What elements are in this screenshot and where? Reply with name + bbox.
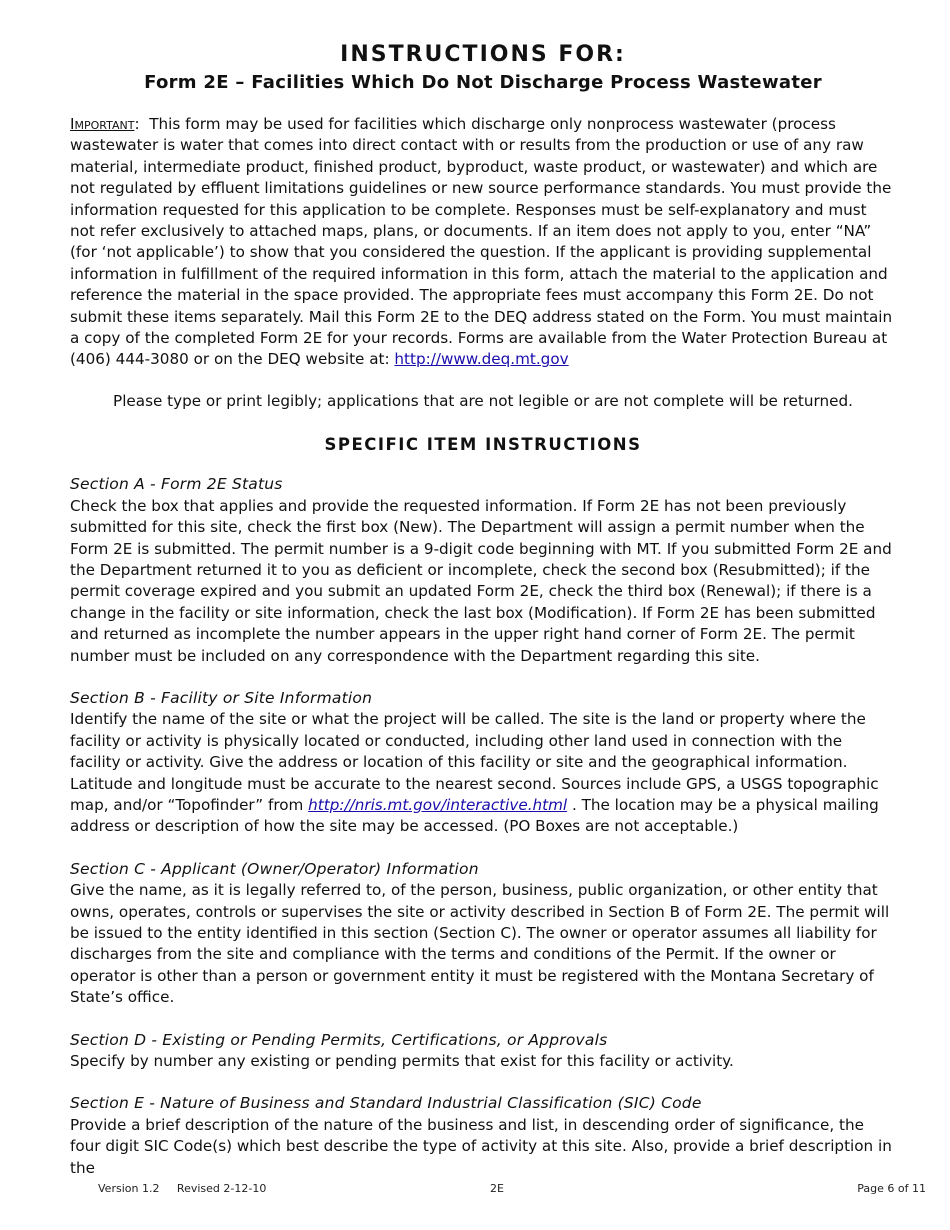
document-page (70, 40, 896, 1200)
section-c (70, 859, 896, 1009)
footer-page-number: Page 6 of 11 (857, 1182, 926, 1195)
section-a (70, 474, 896, 667)
section-e-body: Provide a brief description of the nature of the business and list, in descending order of significance, the four digit SIC Code(s) which best describe the type of activity at this site. Also, provide a brief description in the (70, 1115, 892, 1177)
section-b (70, 688, 896, 838)
section-e-title: Section E - Nature of Business and Standard Industrial Classification (SIC) Code (70, 1094, 702, 1113)
section-d-body: Specify by number any existing or pending permits that exist for this facility or activity. (70, 1052, 734, 1071)
specific-instructions-heading: SPECIFIC ITEM INSTRUCTIONS (324, 435, 642, 455)
section-e (70, 1093, 896, 1179)
important-label: Important (70, 115, 135, 133)
topofinder-link[interactable]: http://nris.mt.gov/interactive.html (308, 795, 568, 814)
section-a-body: Check the box that applies and provide the requested information. If Form 2E has not been previously submitted for this site, check the first box (New). The Department will assign a permit number when the Form 2E is submitted. The permit number is a 9-digit code beginning with MT. If you submitted Form 2E and the Department returned it to you as deficient or incomplete, check the second box (Resubmitted); if the permit coverage expired and you submit an updated Form 2E, check the third box (Renewal); if there is a change in the facility or site information, check the last box (Modification). If Form 2E has been submitted and returned as incomplete the number appears in the upper right hand corner of Form 2E. The permit number must be included on any correspondence with the Department regarding this site. (70, 496, 892, 665)
section-b-body (70, 709, 896, 837)
page-subtitle: Form 2E – Facilities Which Do Not Discharge Process Wastewater (144, 72, 822, 93)
legibility-note: Please type or print legibly; applications that are not legible or are not complete will be returned. (113, 391, 853, 410)
page-title: INSTRUCTIONS FOR: (340, 42, 626, 67)
deq-website-link[interactable]: http://www.deq.mt.gov (394, 350, 569, 369)
intro-paragraph: Important: This form may be used for facilities which discharge only nonprocess wastewater (process wastewater is water that comes into direct contact with or results from the production or use of any raw material, intermediate product, finished product, byproduct, waste product, or wastewater) and which are not regulated by effluent limitations guidelines or new source performance standards. You must provide the information requested for this application to be complete. Responses must be self-explanatory and must not refer exclusively to attached maps, plans, or documents. If an item does not apply to you, enter “NA” (for ‘not applicable’) to show that you considered the question. If the applicant is providing supplemental information in fulfillment of the required information in this form, attach the material to the application and reference the material in the space provided. The appropriate fees must accompany this Form 2E. Do not submit these items separately. Mail this Form 2E to the DEQ address stated on the Form. You must maintain a copy of the completed Form 2E for your records. Forms are available from the Water Protection Bureau at (406) 444-3080 or on the DEQ website at: http://www.deq.mt.gov (70, 115, 893, 369)
section-b-text-before: Identify the name of the site or what the project will be called. The site is the land or property where the facility or activity is physically located or conducted, including other land used in connection with the facility or activity. Give the address or location of this facility or site and the geographical information. Latitude and longitude must be accurate to the nearest second. Sources include GPS, a USGS topographic map, and/or “Topofinder” from (70, 710, 879, 814)
section-c-body: Give the name, as it is legally referred to, of the person, business, public organization, or other entity that owns, operates, controls or supervises the site or activity described in Section B of Form 2E. The permit will be issued to the entity identified in this section (Section C). The owner or operator assumes all liability for discharges from the site and compliance with the terms and conditions of the Permit. If the owner or operator is other than a person or government entity it must be registered with the Montana Secretary of State’s office. (70, 881, 890, 1007)
section-c-title: Section C - Applicant (Owner/Operator) Information (70, 859, 479, 878)
intro-text: This form may be used for facilities which discharge only nonprocess wastewater (process wastewater is water that comes into direct contact with or results from the production or use of any raw material, intermediate product, finished product, byproduct, waste product, or wastewater) and which are not regulated by effluent limitations guidelines or new source performance standards. You must provide the information requested for this application to be complete. Responses must be self-explanatory and must not refer exclusively to attached maps, plans, or documents. If an item does not apply to you, enter “NA” (for ‘not applicable’) to show that you considered the question. If the applicant is providing supplemental information in fulfillment of the required information in this form, attach the material to the application and reference the material in the space provided. The appropriate fees must accompany this Form 2E. Do not submit these items separately. Mail this Form 2E to the DEQ address stated on the Form. You must maintain a copy of the completed Form 2E for your records. Forms are available from the Water Protection Bureau at (406) 444-3080 or on the DEQ website at: (70, 115, 893, 369)
section-d (70, 1030, 896, 1073)
section-b-text-after: . The location may be a physical mailing address or description of how the site may be accessed. (PO Boxes are not acceptable.) (70, 795, 879, 836)
footer-version: Version 1.2 Revised 2-12-10 (98, 1182, 267, 1195)
section-a-title: Section A - Form 2E Status (70, 475, 283, 494)
section-b-title: Section B - Facility or Site Information (70, 688, 373, 707)
footer-form-id: 2E (490, 1182, 504, 1195)
section-d-title: Section D - Existing or Pending Permits, Certifications, or Approvals (70, 1030, 608, 1049)
